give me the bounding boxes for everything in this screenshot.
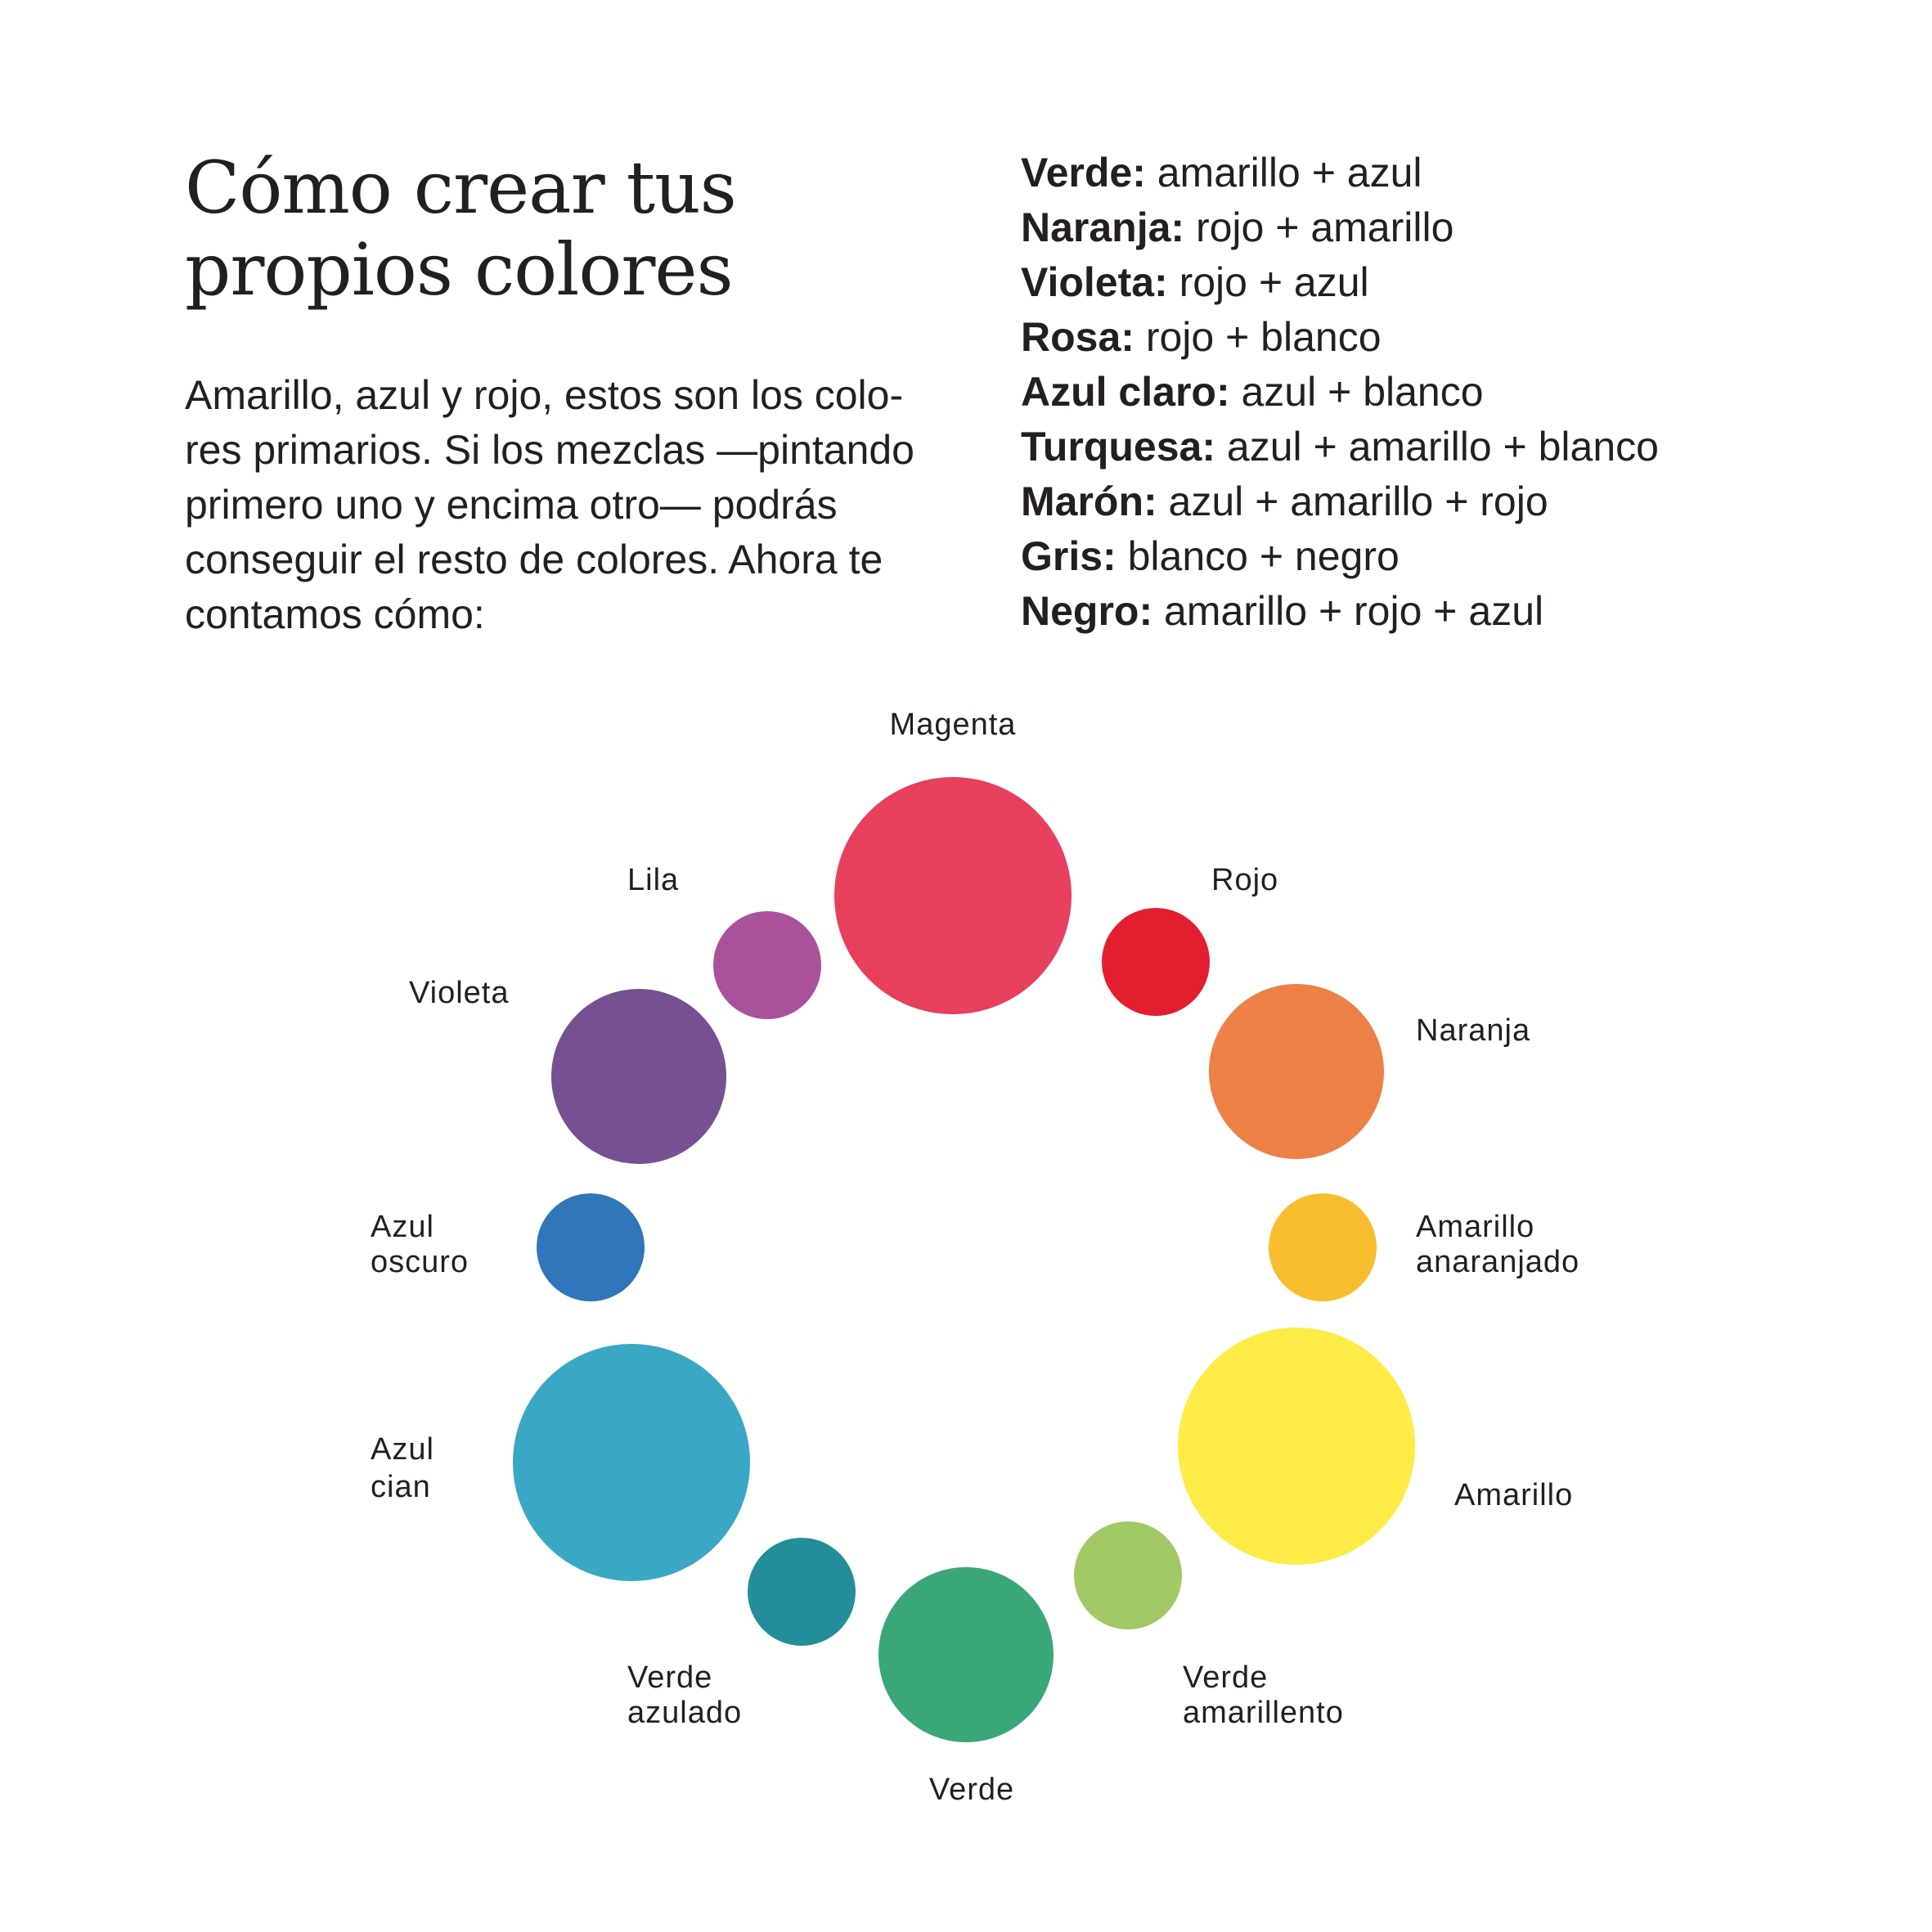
label-azul-oscuro-line: Azul	[371, 1210, 434, 1244]
swatch-azul-oscuro	[537, 1193, 645, 1301]
mix-name: Marón:	[1021, 479, 1157, 524]
swatch-amarillo	[1178, 1328, 1415, 1565]
swatch-verde	[878, 1567, 1054, 1742]
intro-line: res primarios. Si los mezclas —pintando	[185, 427, 914, 473]
label-naranja	[1416, 1013, 1530, 1048]
swatch-naranja	[1209, 984, 1384, 1159]
intro-line: conseguir el resto de colores. Ahora te	[185, 537, 883, 582]
mix-recipe: azul + amarillo + blanco	[1215, 424, 1659, 470]
label-verde	[929, 1772, 1014, 1807]
swatch-azul-cian	[513, 1344, 750, 1581]
label-amarillo-anaranjado	[1416, 1210, 1579, 1279]
label-rojo-line: Rojo	[1211, 863, 1279, 897]
mix-name: Turquesa:	[1021, 424, 1215, 470]
label-amarillo-anaranjado-line: anaranjado	[1416, 1245, 1580, 1279]
label-amarillo	[1454, 1478, 1573, 1512]
swatch-verde-azulado	[748, 1538, 856, 1646]
mix-name: Verde:	[1021, 150, 1146, 195]
label-magenta	[890, 708, 1017, 742]
label-azul-cian-line: Azul	[371, 1432, 434, 1467]
swatch-violeta	[551, 989, 726, 1164]
label-amarillo-anaranjado-line: Amarillo	[1416, 1210, 1535, 1244]
label-naranja-line: Naranja	[1416, 1013, 1531, 1048]
mix-name: Negro:	[1021, 588, 1153, 634]
label-magenta-line: Magenta	[889, 708, 1017, 742]
label-verde-amarillento	[1183, 1660, 1344, 1730]
mix-recipe: rojo + blanco	[1134, 314, 1382, 360]
label-verde-amarillento-line: Verde	[1183, 1660, 1269, 1695]
swatch-verde-amarillento	[1074, 1521, 1182, 1629]
intro-line: primero uno y encima otro— podrás	[185, 482, 838, 528]
mix-recipe: azul + blanco	[1229, 369, 1484, 415]
mix-name: Rosa:	[1021, 314, 1134, 360]
mix-recipe: amarillo + rojo + azul	[1152, 588, 1544, 634]
label-lila-line: Lila	[627, 863, 680, 897]
swatch-rojo	[1102, 908, 1210, 1016]
mix-recipe: blanco + negro	[1116, 533, 1400, 579]
label-verde-amarillento-line: amarillento	[1183, 1696, 1344, 1730]
label-verde-azulado-line: azulado	[627, 1696, 743, 1730]
label-azul-cian	[371, 1432, 443, 1504]
label-violeta-line: Violeta	[409, 976, 510, 1010]
swatch-lila	[713, 911, 821, 1019]
mix-name: Violeta:	[1021, 259, 1168, 305]
label-azul-oscuro-line: oscuro	[371, 1245, 470, 1279]
label-rojo	[1211, 863, 1278, 897]
label-azul-oscuro	[371, 1210, 469, 1279]
intro-line: contamos cómo:	[185, 591, 485, 637]
mix-name: Naranja:	[1021, 204, 1185, 250]
label-amarillo-line: Amarillo	[1454, 1478, 1574, 1512]
label-violeta	[409, 976, 510, 1010]
label-azul-cian-line: cian	[371, 1470, 431, 1504]
mix-name: Gris:	[1021, 533, 1117, 579]
mix-name: Azul claro:	[1021, 369, 1230, 415]
mix-recipe: amarillo + azul	[1145, 150, 1422, 195]
mix-recipe: azul + amarillo + rojo	[1157, 479, 1548, 524]
swatch-amarillo-anaranjado	[1269, 1193, 1377, 1301]
label-lila	[627, 863, 679, 897]
mix-recipe: rojo + azul	[1167, 259, 1369, 305]
mix-recipe: rojo + amarillo	[1184, 204, 1454, 250]
label-verde-line: Verde	[928, 1772, 1015, 1807]
swatch-magenta	[834, 777, 1072, 1014]
label-verde-azulado-line: Verde	[627, 1660, 713, 1695]
page-title-line-2: propios colores	[185, 227, 733, 312]
page-title-line-1: Cómo crear tus	[185, 146, 736, 230]
intro-line: Amarillo, azul y rojo, estos son los colo-	[185, 372, 904, 418]
label-verde-azulado	[627, 1660, 742, 1730]
